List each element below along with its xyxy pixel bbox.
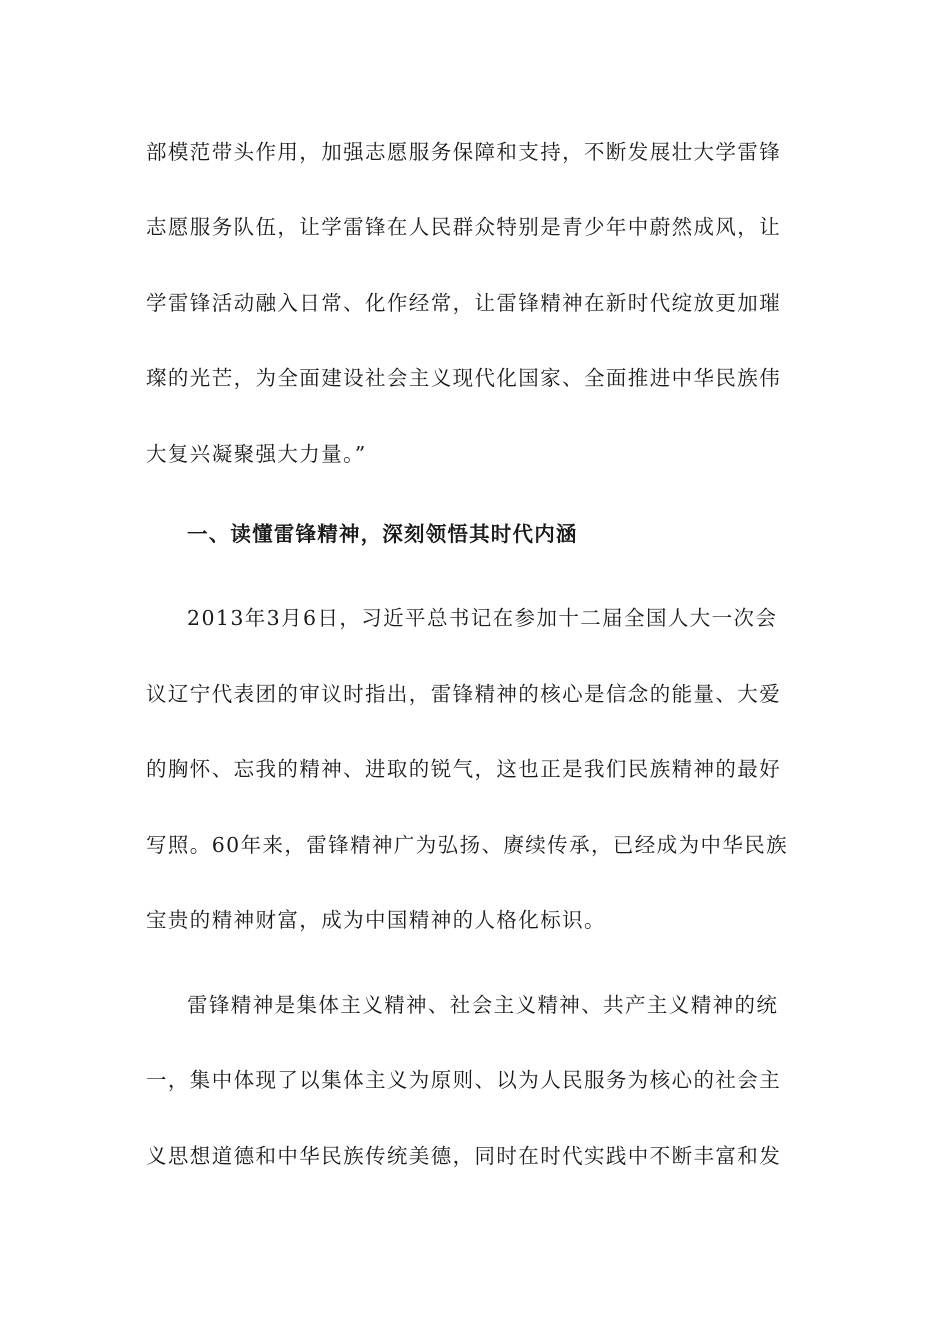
paragraph-2-line-5: 宝贵的精神财富，成为中国精神的人格化标识。 bbox=[146, 908, 606, 932]
paragraph-2-line-3: 的胸怀、忘我的精神、进取的锐气，这也正是我们民族精神的最好 bbox=[146, 757, 782, 781]
paragraph-3-line-2: 一，集中体现了以集体主义为原则、以为人民服务为核心的社会主 bbox=[146, 1068, 782, 1092]
paragraph-1-line-5: 大复兴凝聚强大力量。” bbox=[146, 442, 367, 466]
paragraph-2-line-4: 写照。60年来，雷锋精神广为弘扬、赓续传承，已经成为中华民族 bbox=[146, 833, 789, 857]
paragraph-1-line-2: 志愿服务队伍，让学雷锋在人民群众特别是青少年中蔚然成风，让 bbox=[146, 215, 782, 239]
paragraph-1-line-3: 学雷锋活动融入日常、化作经常，让雷锋精神在新时代绽放更加璀 bbox=[146, 291, 782, 315]
paragraph-1-line-1: 部模范带头作用，加强志愿服务保障和支持，不断发展壮大学雷锋 bbox=[146, 140, 782, 164]
paragraph-3-line-3: 义思想道德和中华民族传统美德，同时在时代实践中不断丰富和发 bbox=[146, 1144, 782, 1168]
paragraph-1-line-4: 璨的光芒，为全面建设社会主义现代化国家、全面推进中华民族伟 bbox=[146, 366, 782, 390]
paragraph-2-line-2: 议辽宁代表团的审议时指出，雷锋精神的核心是信念的能量、大爱 bbox=[146, 682, 782, 706]
section-heading: 一、读懂雷锋精神，深刻领悟其时代内涵 bbox=[187, 522, 578, 546]
paragraph-3-line-1: 雷锋精神是集体主义精神、社会主义精神、共产主义精神的统 bbox=[187, 993, 779, 1017]
paragraph-2-line-1: 2013年3月6日，习近平总书记在参加十二届全国人大一次会 bbox=[187, 606, 778, 630]
